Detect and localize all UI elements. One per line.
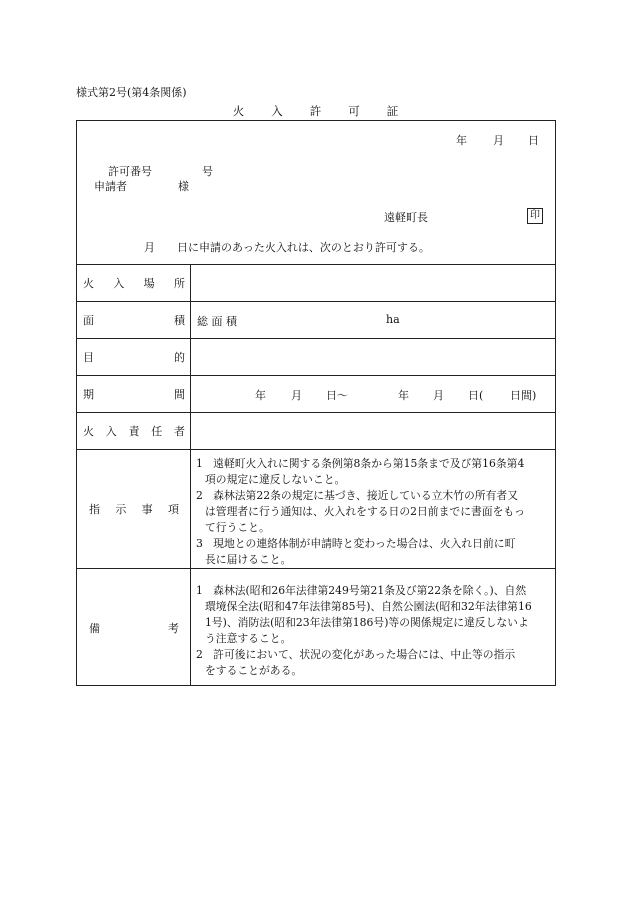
title-char: 証: [386, 104, 400, 118]
document-title: [76, 103, 556, 119]
item-line: 環境保全法(昭和47年法律第85号)、自然公園法(昭和32年法律第16: [205, 600, 532, 613]
period-days: 日間): [510, 389, 537, 402]
label-char: 火: [83, 276, 94, 290]
item-number: 1: [196, 584, 203, 597]
date-month: 月: [493, 134, 504, 147]
label-char: 示: [115, 502, 127, 516]
title-char: 火: [232, 104, 246, 118]
label-char: 備: [89, 621, 100, 635]
remark-item: [196, 583, 552, 599]
applicant-suffix: 様: [178, 180, 189, 193]
permit-number-label: 許可番号: [108, 165, 152, 178]
form-number-label: 様式第2号(第4条関係): [76, 86, 187, 99]
statement-month: 月: [144, 241, 155, 254]
item-line: 森林法第22条の規定に基づき、接近している立木竹の所有者又: [213, 489, 518, 502]
instruction-item: [196, 488, 552, 504]
label-char: 期: [83, 387, 94, 401]
period-end-year: 年: [398, 389, 409, 402]
label-char: 事: [141, 502, 153, 516]
item-line: て行うこと。: [205, 521, 270, 534]
period-end-day: 日(: [468, 389, 484, 402]
item-line: 長に届けること。: [205, 553, 292, 566]
label-char: 入: [105, 424, 117, 438]
label-purpose: [83, 338, 185, 375]
label-char: 的: [174, 350, 185, 364]
period-start-day: 日〜: [326, 389, 348, 402]
period-start-month: 月: [291, 389, 302, 402]
instruction-item: [196, 536, 552, 552]
label-area: [83, 301, 185, 338]
label-char: 積: [174, 313, 185, 327]
period-start-year: 年: [255, 389, 266, 402]
label-char: 所: [173, 276, 185, 290]
label-char: 任: [151, 424, 163, 438]
label-burn-location: [83, 264, 185, 301]
label-char: 場: [143, 276, 155, 290]
item-line: 項の規定に違反しないこと。: [205, 473, 346, 486]
item-number: 1: [196, 457, 203, 470]
label-char: 項: [167, 502, 179, 516]
instruction-item: [196, 456, 552, 472]
item-number: 2: [196, 648, 203, 661]
title-char: 入: [271, 104, 284, 118]
item-line: う注意すること。: [205, 632, 292, 645]
date-year: 年: [456, 134, 467, 147]
remarks-list: [196, 583, 552, 679]
issuer-name: 遠軽町長: [384, 211, 428, 224]
date-day: 日: [528, 134, 539, 147]
permit-form-table: [76, 120, 556, 686]
label-char: 者: [174, 424, 185, 438]
applicant-label: 申請者: [94, 180, 127, 193]
item-line: 現地との連絡体制が申請時と変わった場合は、火入れ日前に町: [213, 537, 516, 550]
item-line: は管理者に行う通知は、火入れをする日の2日前までに書面をもっ: [205, 505, 525, 518]
item-line: 森林法(昭和26年法律第249号第21条及び第22条を除く。)、自然: [213, 584, 527, 597]
remark-item: [196, 647, 552, 663]
label-char: 目: [83, 350, 94, 364]
label-instructions: [83, 449, 185, 568]
period-end-month: 月: [433, 389, 444, 402]
column-divider: [190, 264, 191, 685]
title-char: 許: [309, 104, 323, 118]
seal-mark: 印: [527, 208, 543, 224]
label-char: 指: [89, 502, 100, 516]
permit-number-suffix: 号: [202, 165, 213, 178]
instructions-list: [196, 456, 552, 568]
title-char: 可: [348, 104, 361, 118]
label-remarks: [83, 568, 185, 687]
label-char: 面: [83, 313, 94, 327]
label-char: 間: [174, 387, 185, 401]
label-char: 考: [168, 621, 179, 635]
item-line: 遠軽町火入れに関する条例第8条から第15条まで及び第16条第4: [213, 457, 525, 470]
label-char: 責: [128, 424, 140, 438]
area-unit: ha: [386, 313, 400, 326]
label-responsible-person: [83, 412, 185, 449]
item-line: 許可後において、状況の変化があった場合には、中止等の指示: [213, 648, 516, 661]
label-period: [83, 375, 185, 412]
item-line: をすることがある。: [205, 664, 303, 677]
item-number: 2: [196, 489, 203, 502]
item-line: 1号)、消防法(昭和23年法律第186号)等の関係規定に違反しないよ: [205, 616, 529, 629]
item-number: 3: [196, 537, 203, 550]
total-area-label: 総 面 積: [197, 315, 237, 328]
label-char: 入: [113, 276, 125, 290]
statement-text: 日に申請のあった火入れは、次のとおり許可する。: [177, 241, 430, 254]
label-char: 火: [83, 424, 94, 438]
